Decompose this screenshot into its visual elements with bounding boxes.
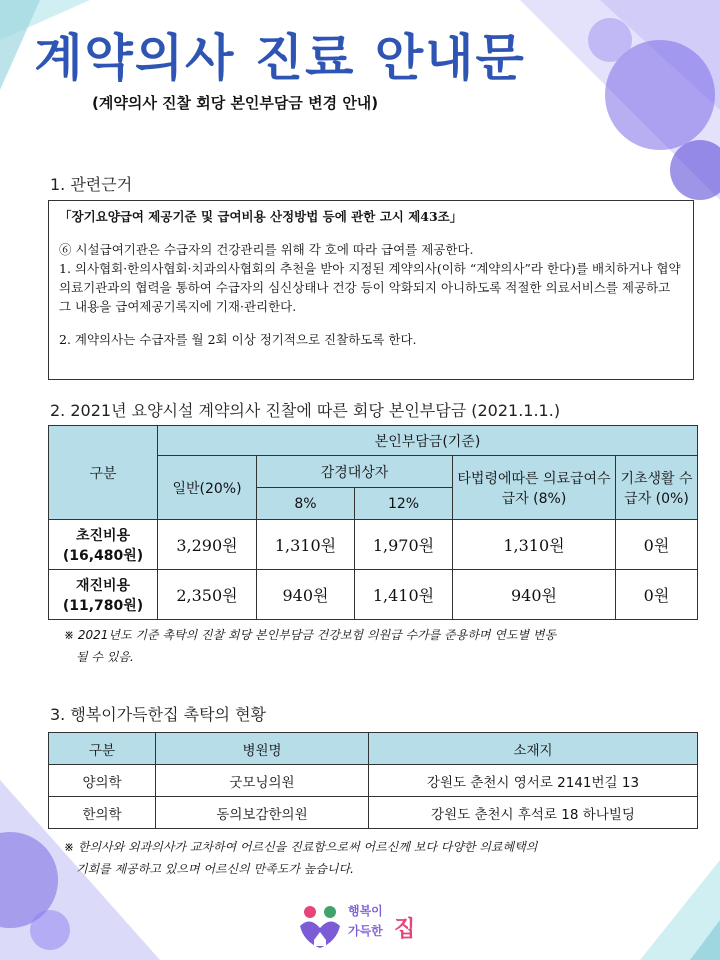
header-12pct: 12% xyxy=(355,488,453,520)
logo-text-line3: 집 xyxy=(394,917,416,942)
table-row xyxy=(49,797,698,829)
cell-type: 양의학 xyxy=(49,765,156,797)
cell-hospital: 동의보감한의원 xyxy=(156,797,369,829)
doctor-note-line1: ※ 한의사와 외과의사가 교차하여 어르신을 진료함으로써 어르신께 보다 다양한 의료혜택의 xyxy=(64,840,538,854)
section3-heading: 3. 행복이가득한집 촉탁의 현황 xyxy=(50,705,266,724)
row-label: 초진비용 (16,480원) xyxy=(49,520,158,570)
copay-note-line1: ※ 2021년도 기준 촉탁의 진찰 회당 본인부담금 건강보험 의원급 수가를 준용하며 연도별 변동 xyxy=(64,628,557,642)
header-reduced: 감경대상자 xyxy=(257,456,453,488)
clause-item-1: 1. 의사협회·한의사협회·치과의사협회의 추천을 받아 지정된 계약의사(이하 “계약의사”라 한다)를 배치하거나 협약의료기관과의 협력을 통하여 수급자의 심신상태나 건강 등이 악화되지 아니하도록 적절한 의료서비스를 제공하고 그 내용을 급여제공기록지에 기재·관리한다. xyxy=(59,261,681,314)
table-row xyxy=(49,570,698,620)
section2-heading: 2. 2021년 요양시설 계약의사 진찰에 따른 회당 본인부담금 (2021.1.1.) xyxy=(50,401,561,420)
cell-8pct: 1,310원 xyxy=(257,520,355,570)
clause-item-2: 2. 계약의사는 수급자를 월 2회 이상 정기적으로 진찰하도록 한다. xyxy=(59,332,417,347)
header-address: 소재지 xyxy=(369,733,698,765)
cell-hospital: 굿모닝의원 xyxy=(156,765,369,797)
doctor-table xyxy=(48,732,698,829)
legal-basis-box xyxy=(48,200,694,380)
law-title: 「장기요양급여 제공기준 및 급여비용 산정방법 등에 관한 고시 제43조」 xyxy=(59,209,463,224)
header-hospital: 병원명 xyxy=(156,733,369,765)
cell-12pct: 1,970원 xyxy=(355,520,453,570)
clause-intro: ⑥ 시설급여기관은 수급자의 건강관리를 위해 각 호에 따라 급여를 제공한다. xyxy=(59,242,474,257)
copay-table xyxy=(48,425,698,620)
section1-heading: 1. 관련근거 xyxy=(50,175,133,194)
cell-other-law: 1,310원 xyxy=(453,520,616,570)
cell-address: 강원도 춘천시 후석로 18 하나빌딩 xyxy=(369,797,698,829)
page-title: 계약의사 진료 안내문 xyxy=(34,29,526,87)
copay-note-line2: 될 수 있음. xyxy=(76,650,134,664)
logo xyxy=(296,896,446,952)
header-8pct: 8% xyxy=(257,488,355,520)
header-other-law: 타법령에따른 의료급여수급자 (8%) xyxy=(453,456,616,520)
logo-text-line2: 가득한 xyxy=(348,924,383,938)
doctor-note xyxy=(64,836,537,880)
cell-other-law: 940원 xyxy=(453,570,616,620)
row-label: 재진비용 (11,780원) xyxy=(49,570,158,620)
table-row xyxy=(49,765,698,797)
page-subtitle: (계약의사 진찰 회당 본인부담금 변경 안내) xyxy=(92,94,379,112)
header-category: 구분 xyxy=(49,733,156,765)
cell-12pct: 1,410원 xyxy=(355,570,453,620)
logo-text-line1: 행복이 xyxy=(348,904,383,918)
table-row xyxy=(49,520,698,570)
cell-basic: 0원 xyxy=(616,570,698,620)
cell-basic: 0원 xyxy=(616,520,698,570)
cell-general: 3,290원 xyxy=(158,520,257,570)
header-general: 일반(20%) xyxy=(158,456,257,520)
family-heart-icon xyxy=(296,900,346,950)
cell-8pct: 940원 xyxy=(257,570,355,620)
cell-general: 2,350원 xyxy=(158,570,257,620)
cell-type: 한의학 xyxy=(49,797,156,829)
header-basic-living: 기초생활 수급자 (0%) xyxy=(616,456,698,520)
copay-note xyxy=(64,624,556,668)
cell-address: 강원도 춘천시 영서로 2141번길 13 xyxy=(369,765,698,797)
header-category: 구분 xyxy=(49,426,158,520)
doctor-note-line2: 기회를 제공하고 있으며 어르신의 만족도가 높습니다. xyxy=(76,862,354,876)
header-copay-group: 본인부담금(기준) xyxy=(158,426,698,456)
